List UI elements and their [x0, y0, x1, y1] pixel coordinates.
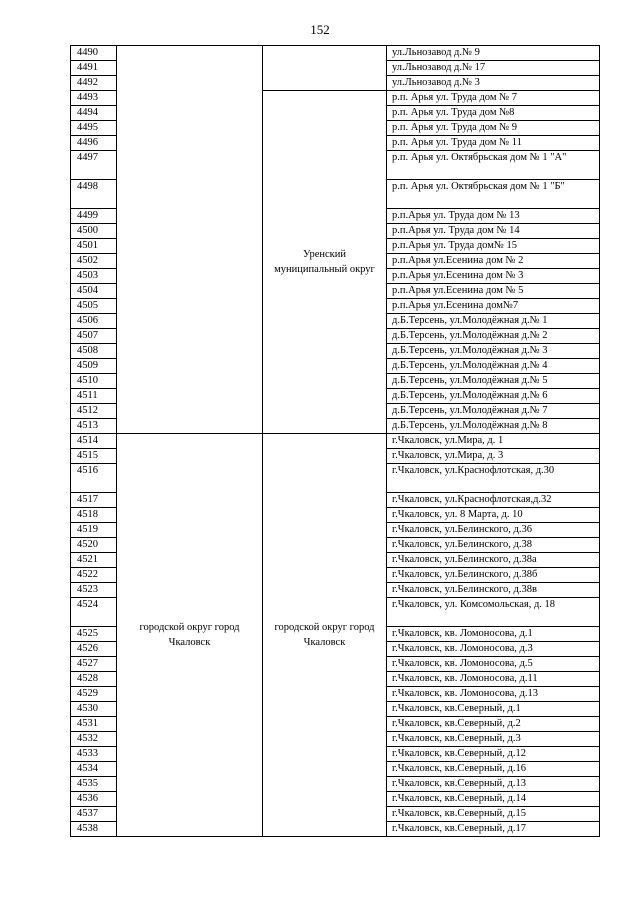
address-cell: г.Чкаловск, кв.Северный, д.12: [387, 747, 600, 762]
row-number-cell: 4512: [71, 404, 117, 419]
row-number-cell: 4506: [71, 314, 117, 329]
address-cell: ул.Льнозавод д.№ 17: [387, 61, 600, 76]
address-registry-table: [70, 45, 600, 837]
address-cell: р.п.Арья ул.Есенина дом № 2: [387, 254, 600, 269]
address-cell: г.Чкаловск, кв. Ломоносова, д.11: [387, 672, 600, 687]
row-number-cell: 4527: [71, 657, 117, 672]
address-cell: г.Чкаловск, ул. 8 Марта, д. 10: [387, 508, 600, 523]
address-cell: р.п. Арья ул. Октябрьская дом № 1 "Б": [387, 180, 600, 209]
row-number-cell: 4502: [71, 254, 117, 269]
address-cell: ул.Льнозавод д.№ 9: [387, 46, 600, 61]
address-cell: г.Чкаловск, ул.Белинского, д.36: [387, 523, 600, 538]
address-cell: г.Чкаловск, кв.Северный, д.16: [387, 762, 600, 777]
address-cell: р.п.Арья ул. Труда дом№ 15: [387, 239, 600, 254]
address-cell: р.п. Арья ул. Труда дом №8: [387, 106, 600, 121]
row-number-cell: 4514: [71, 434, 117, 449]
row-number-cell: 4500: [71, 224, 117, 239]
address-cell: д.Б.Терсень, ул.Молодёжная д.№ 5: [387, 374, 600, 389]
row-number-cell: 4505: [71, 299, 117, 314]
row-number-cell: 4523: [71, 583, 117, 598]
address-cell: г.Чкаловск, кв. Ломоносова, д.13: [387, 687, 600, 702]
row-number-cell: 4501: [71, 239, 117, 254]
row-number-cell: 4535: [71, 777, 117, 792]
row-number-cell: 4537: [71, 807, 117, 822]
address-cell: г.Чкаловск, ул.Мира, д. 1: [387, 434, 600, 449]
row-number-cell: 4532: [71, 732, 117, 747]
address-cell: р.п.Арья ул.Есенина дом № 5: [387, 284, 600, 299]
address-cell: г.Чкаловск, кв.Северный, д.1: [387, 702, 600, 717]
row-number-cell: 4521: [71, 553, 117, 568]
municipality-cell: Уренский муниципальный округ: [263, 91, 387, 434]
row-number-cell: 4533: [71, 747, 117, 762]
address-cell: д.Б.Терсень, ул.Молодёжная д.№ 1: [387, 314, 600, 329]
municipality-cell: [263, 46, 387, 91]
address-cell: д.Б.Терсень, ул.Молодёжная д.№ 7: [387, 404, 600, 419]
address-cell: р.п.Арья ул.Есенина дом№7: [387, 299, 600, 314]
address-cell: д.Б.Терсень, ул.Молодёжная д.№ 2: [387, 329, 600, 344]
address-cell: р.п. Арья ул. Труда дом № 9: [387, 121, 600, 136]
row-number-cell: 4497: [71, 151, 117, 180]
row-number-cell: 4494: [71, 106, 117, 121]
row-number-cell: 4528: [71, 672, 117, 687]
address-cell: р.п.Арья ул.Есенина дом № 3: [387, 269, 600, 284]
row-number-cell: 4499: [71, 209, 117, 224]
row-number-cell: 4492: [71, 76, 117, 91]
row-number-cell: 4524: [71, 598, 117, 627]
registry-body: [71, 46, 600, 837]
row-number-cell: 4536: [71, 792, 117, 807]
address-cell: д.Б.Терсень, ул.Молодёжная д.№ 4: [387, 359, 600, 374]
address-cell: г.Чкаловск, кв.Северный, д.13: [387, 777, 600, 792]
row-number-cell: 4496: [71, 136, 117, 151]
row-number-cell: 4508: [71, 344, 117, 359]
row-number-cell: 4531: [71, 717, 117, 732]
row-number-cell: 4491: [71, 61, 117, 76]
row-number-cell: 4504: [71, 284, 117, 299]
address-cell: г.Чкаловск, ул.Белинского, д.38: [387, 538, 600, 553]
address-cell: г.Чкаловск, ул. Комсомольская, д. 18: [387, 598, 600, 627]
address-cell: р.п. Арья ул. Труда дом № 11: [387, 136, 600, 151]
address-cell: ул.Льнозавод д.№ 3: [387, 76, 600, 91]
address-cell: г.Чкаловск, кв.Северный, д.15: [387, 807, 600, 822]
address-cell: г.Чкаловск, кв.Северный, д.2: [387, 717, 600, 732]
address-cell: г.Чкаловск, ул.Мира, д. 3: [387, 449, 600, 464]
row-number-cell: 4519: [71, 523, 117, 538]
row-number-cell: 4513: [71, 419, 117, 434]
row-number-cell: 4495: [71, 121, 117, 136]
row-number-cell: 4517: [71, 493, 117, 508]
page-number: 152: [310, 22, 330, 37]
address-cell: р.п.Арья ул. Труда дом № 13: [387, 209, 600, 224]
row-number-cell: 4520: [71, 538, 117, 553]
row-number-cell: 4507: [71, 329, 117, 344]
address-cell: д.Б.Терсень, ул.Молодёжная д.№ 3: [387, 344, 600, 359]
row-number-cell: 4510: [71, 374, 117, 389]
row-number-cell: 4526: [71, 642, 117, 657]
address-cell: р.п.Арья ул. Труда дом № 14: [387, 224, 600, 239]
address-cell: д.Б.Терсень, ул.Молодёжная д.№ 6: [387, 389, 600, 404]
row-number-cell: 4530: [71, 702, 117, 717]
row-number-cell: 4498: [71, 180, 117, 209]
address-cell: г.Чкаловск, кв. Ломоносова, д.1: [387, 627, 600, 642]
address-cell: г.Чкаловск, ул.Белинского, д.38а: [387, 553, 600, 568]
row-number-cell: 4518: [71, 508, 117, 523]
address-cell: г.Чкаловск, кв. Ломоносова, д.5: [387, 657, 600, 672]
district-cell: городской округ город Чкаловск: [117, 434, 263, 837]
address-cell: р.п. Арья ул. Октябрьская дом № 1 "А": [387, 151, 600, 180]
address-cell: д.Б.Терсень, ул.Молодёжная д.№ 8: [387, 419, 600, 434]
address-cell: г.Чкаловск, кв.Северный, д.14: [387, 792, 600, 807]
row-number-cell: 4525: [71, 627, 117, 642]
address-cell: г.Чкаловск, ул.Белинского, д.38в: [387, 583, 600, 598]
address-cell: г.Чкаловск, ул.Краснофлотская, д.30: [387, 464, 600, 493]
address-cell: г.Чкаловск, ул.Белинского, д.38б: [387, 568, 600, 583]
row-number-cell: 4522: [71, 568, 117, 583]
row-number-cell: 4490: [71, 46, 117, 61]
address-cell: р.п. Арья ул. Труда дом № 7: [387, 91, 600, 106]
municipality-cell: городской округ город Чкаловск: [263, 434, 387, 837]
address-cell: г.Чкаловск, кв. Ломоносова, д.3: [387, 642, 600, 657]
district-cell: [117, 46, 263, 434]
row-number-cell: 4534: [71, 762, 117, 777]
table-row: [71, 46, 600, 61]
address-cell: г.Чкаловск, кв.Северный, д.3: [387, 732, 600, 747]
row-number-cell: 4538: [71, 822, 117, 837]
row-number-cell: 4503: [71, 269, 117, 284]
address-cell: г.Чкаловск, кв.Северный, д.17: [387, 822, 600, 837]
row-number-cell: 4509: [71, 359, 117, 374]
row-number-cell: 4515: [71, 449, 117, 464]
row-number-cell: 4516: [71, 464, 117, 493]
row-number-cell: 4511: [71, 389, 117, 404]
row-number-cell: 4529: [71, 687, 117, 702]
table-row: [71, 434, 600, 449]
address-cell: г.Чкаловск, ул.Краснофлотская,д.32: [387, 493, 600, 508]
row-number-cell: 4493: [71, 91, 117, 106]
